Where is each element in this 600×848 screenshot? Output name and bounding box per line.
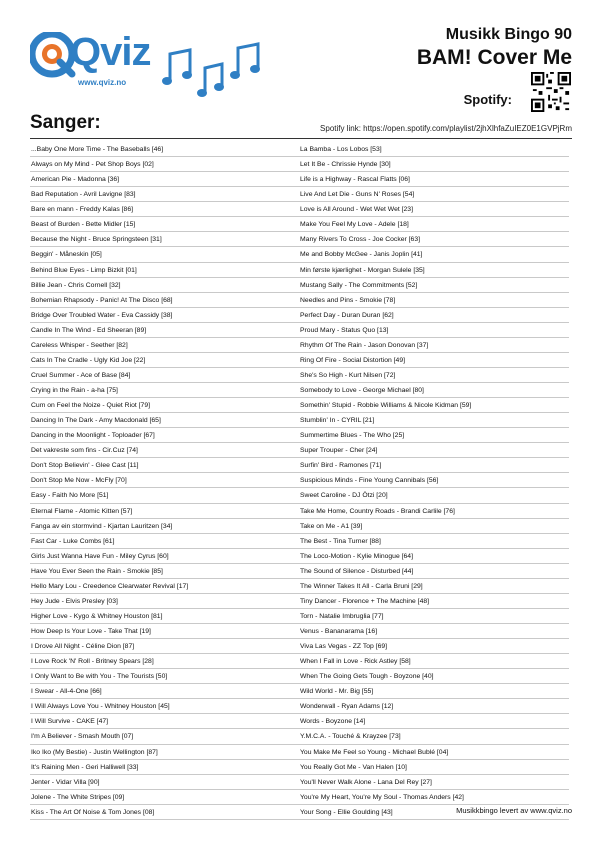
song-list-item: Me and Bobby McGee - Janis Joplin [41] [299,247,569,262]
song-list-item: Beast of Burden - Bette Midler [15] [30,217,300,232]
song-list-item: Hello Mary Lou - Creedence Clearwater Revival [17] [30,579,300,594]
song-list-right [299,142,569,820]
song-list-item: Live And Let Die - Guns N' Roses [54] [299,187,569,202]
song-list-item: Somebody to Love - George Michael [80] [299,383,569,398]
footer-credit: Musikkbingo levert av www.qviz.no [456,806,572,815]
song-list-item: Take on Me - A1 [39] [299,519,569,534]
song-list-item: La Bamba - Los Lobos [53] [299,142,569,157]
song-list-item: Rhythm Of The Rain - Jason Donovan [37] [299,338,569,353]
song-list-item: Dancing In The Dark - Amy Macdonald [65] [30,413,300,428]
song-list-item: I'm A Believer - Smash Mouth [07] [30,729,300,744]
song-list-item: Beggin' - Måneskin [05] [30,247,300,262]
song-list-item: Don't Stop Believin' - Glee Cast [11] [30,458,300,473]
song-list-item: Candle In The Wind - Ed Sheeran [89] [30,323,300,338]
song-list-item: Perfect Day - Duran Duran [62] [299,308,569,323]
song-list-item: Make You Feel My Love - Adele [18] [299,217,569,232]
song-list-item: Tiny Dancer - Florence + The Machine [48] [299,594,569,609]
qviz-logo-url: www.qviz.no [78,78,127,87]
song-list-item: Min første kjærlighet - Morgan Sulele [35] [299,263,569,278]
song-list-item: Girls Just Wanna Have Fun - Miley Cyrus [60] [30,549,300,564]
qviz-logo [30,30,155,92]
song-list-item: Y.M.C.A. - Touché & Krayzee [73] [299,729,569,744]
song-list-item: Because the Night - Bruce Springsteen [31] [30,232,300,247]
bingo-subtitle: BAM! Cover Me [416,46,572,69]
song-list-item: When I Fall in Love - Rick Astley [58] [299,654,569,669]
song-list-item: Don't Stop Me Now - McFly [70] [30,473,300,488]
song-list-item: American Pie - Madonna [36] [30,172,300,187]
spotify-label: Spotify: [463,92,512,107]
song-list-item: I Love Rock 'N' Roll - Britney Spears [28] [30,654,300,669]
spotify-qr-code[interactable] [531,72,571,112]
song-list-item: Fast Car - Luke Combs [61] [30,534,300,549]
song-list-item: How Deep Is Your Love - Take That [19] [30,624,300,639]
song-list-item: The Best - Tina Turner [88] [299,534,569,549]
song-list-item: Suspicious Minds - Fine Young Cannibals [56] [299,473,569,488]
song-list-item: Your Song - Ellie Goulding [43] [299,805,569,820]
song-list-item: Needles and Pins - Smokie [78] [299,293,569,308]
song-list-item: You Really Got Me - Van Halen [10] [299,760,569,775]
song-list-item: Surfin' Bird - Ramones [71] [299,458,569,473]
song-list-item: Take Me Home, Country Roads - Brandi Carlile [76] [299,504,569,519]
songs-heading: Sanger: [30,112,101,133]
song-list-item: She's So High - Kurt Nilsen [72] [299,368,569,383]
song-list-item: Cats In The Cradle - Ugly Kid Joe [22] [30,353,300,368]
song-list-item: I Will Survive - CAKE [47] [30,714,300,729]
song-list-item: Many Rivers To Cross - Joe Cocker [63] [299,232,569,247]
song-list-item: Higher Love - Kygo & Whitney Houston [81] [30,609,300,624]
song-list-item: Wonderwall - Ryan Adams [12] [299,699,569,714]
song-list-item: Behind Blue Eyes - Limp Bizkit [01] [30,263,300,278]
song-list-item: Ring Of Fire - Social Distortion [49] [299,353,569,368]
song-list-item: Bridge Over Troubled Water - Eva Cassidy [38] [30,308,300,323]
song-list-item: Cum on Feel the Noize - Quiet Riot [79] [30,398,300,413]
song-list-item: Summertime Blues - The Who [25] [299,428,569,443]
song-list-item: Eternal Flame - Atomic Kitten [57] [30,504,300,519]
song-list-item: Let It Be - Chrissie Hynde [30] [299,157,569,172]
song-list-item: Super Trouper - Cher [24] [299,443,569,458]
song-list-item: Wild World - Mr. Big [55] [299,684,569,699]
song-list-item: I Will Always Love You - Whitney Houston [45] [30,699,300,714]
song-list-item: You'll Never Walk Alone - Lana Del Rey [27] [299,775,569,790]
song-list-item: ...Baby One More Time - The Baseballs [46] [30,142,300,157]
song-list-item: Jenter - Vidar Villa [90] [30,775,300,790]
qviz-logo-text: Qviz [70,30,151,74]
song-list-item: Stumblin' In - CYRIL [21] [299,413,569,428]
song-list-item: Venus - Bananarama [16] [299,624,569,639]
song-list-item: Fanga av ein stormvind - Kjartan Lauritzen [34] [30,519,300,534]
song-list-item: Sweet Caroline - DJ Ötzi [20] [299,488,569,503]
song-list-item: Bad Reputation - Avril Lavigne [83] [30,187,300,202]
song-list-item: Words - Boyzone [14] [299,714,569,729]
song-list-item: Jolene - The White Stripes [09] [30,790,300,805]
song-list-item: Det vakreste som fins - Cir.Cuz [74] [30,443,300,458]
song-list-item: The Sound of Silence - Disturbed [44] [299,564,569,579]
song-list-item: Proud Mary - Status Quo [13] [299,323,569,338]
song-list-item: Torn - Natalie Imbruglia [77] [299,609,569,624]
song-list-item: Careless Whisper - Seether [82] [30,338,300,353]
song-list-item: Have You Ever Seen the Rain - Smokie [85] [30,564,300,579]
spotify-link[interactable]: Spotify link: https://open.spotify.com/playlist/2jhXlhfaZuIEZ0E1GVPjRm [320,124,572,133]
song-list-item: Viva Las Vegas - ZZ Top [69] [299,639,569,654]
song-list-item: Iko Iko (My Bestie) - Justin Wellington [87] [30,745,300,760]
music-notes-icon [160,40,270,100]
song-list-item: I Swear - All-4-One [66] [30,684,300,699]
song-list-item: Dancing in the Moonlight - Toploader [67] [30,428,300,443]
song-list-item: Life is a Highway - Rascal Flatts [06] [299,172,569,187]
song-list-item: You Make Me Feel so Young - Michael Bublé [04] [299,745,569,760]
song-list-left [30,142,300,820]
song-list-item: I Only Want to Be with You - The Tourists [50] [30,669,300,684]
song-list-item: Crying in the Rain - a-ha [75] [30,383,300,398]
song-list-item: The Winner Takes It All - Carla Bruni [29] [299,579,569,594]
bingo-title: Musikk Bingo 90 [445,26,572,43]
song-list-item: When The Going Gets Tough - Boyzone [40] [299,669,569,684]
song-list-item: Bare en mann - Freddy Kalas [86] [30,202,300,217]
heading-divider [30,138,572,139]
song-list-item: Cruel Summer - Ace of Base [84] [30,368,300,383]
song-list-item: Always on My Mind - Pet Shop Boys [02] [30,157,300,172]
song-list-item: Billie Jean - Chris Cornell [32] [30,278,300,293]
song-list-item: Kiss - The Art Of Noise & Tom Jones [08] [30,805,300,820]
song-list-item: Somethin' Stupid - Robbie Williams & Nicole Kidman [59] [299,398,569,413]
song-list-item: Hey Jude - Elvis Presley [03] [30,594,300,609]
song-list-item: It's Raining Men - Geri Halliwell [33] [30,760,300,775]
song-list-item: Easy - Faith No More [51] [30,488,300,503]
song-list-item: Mustang Sally - The Commitments [52] [299,278,569,293]
song-list-item: You're My Heart, You're My Soul - Thomas Anders [42] [299,790,569,805]
song-list-item: Love is All Around - Wet Wet Wet [23] [299,202,569,217]
song-list-item: The Loco-Motion - Kylie Minogue [64] [299,549,569,564]
song-list-item: I Drove All Night - Céline Dion [87] [30,639,300,654]
song-list-item: Bohemian Rhapsody - Panic! At The Disco [68] [30,293,300,308]
